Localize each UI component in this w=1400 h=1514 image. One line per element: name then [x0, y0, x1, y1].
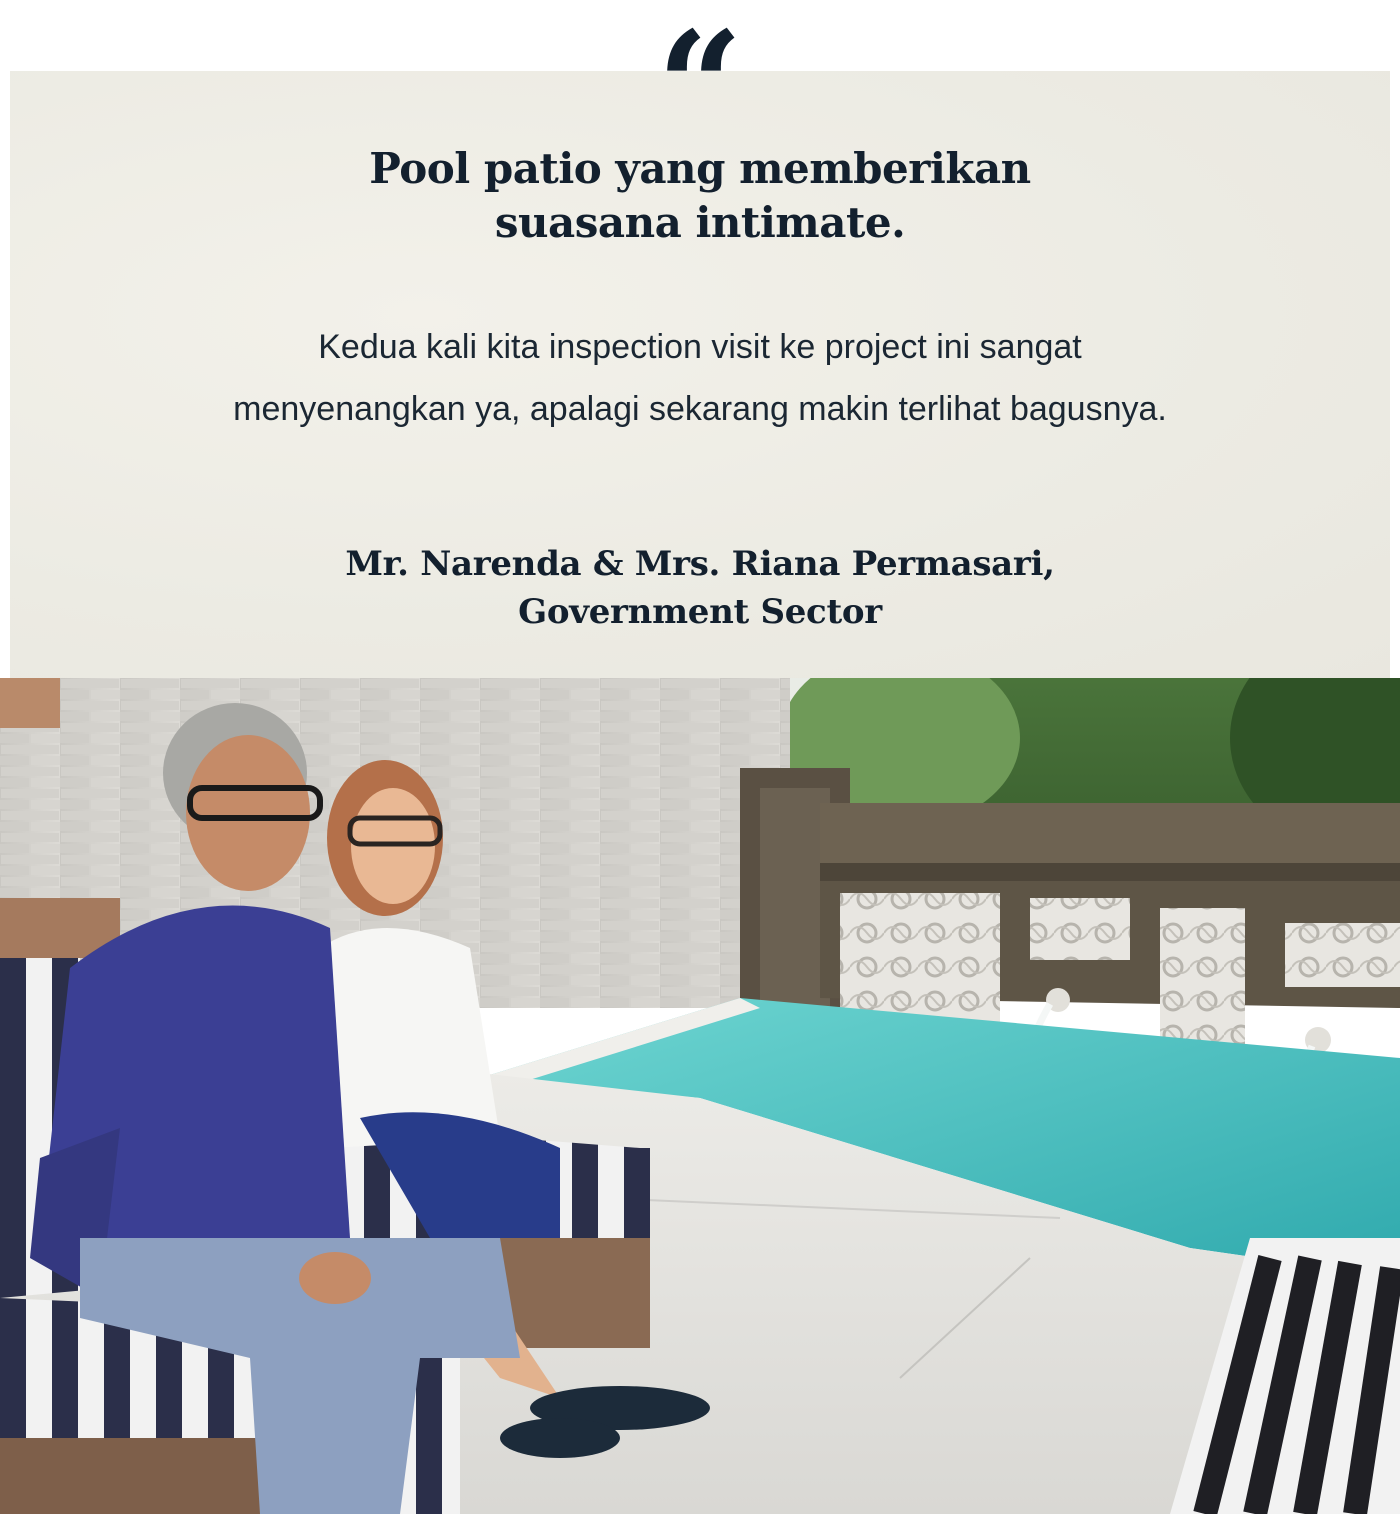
testimonial-author [250, 540, 1150, 636]
body-line-1: Kedua kali kita inspection visit ke project ini sangat [318, 328, 1082, 366]
quote-icon: “ [656, 22, 744, 112]
testimonial-body [150, 316, 1250, 440]
body-line-2: menyenangkan ya, apalagi sekarang makin terlihat bagusnya. [233, 390, 1167, 428]
testimonial-headline [200, 142, 1200, 250]
headline-line-2: suasana intimate. [494, 198, 906, 247]
headline-line-1: Pool patio yang memberikan [369, 144, 1031, 193]
testimonial-photo [0, 678, 1400, 1514]
author-name: Mr. Narenda & Mrs. Riana Permasari, [345, 544, 1055, 584]
author-sector: Government Sector [518, 592, 882, 632]
